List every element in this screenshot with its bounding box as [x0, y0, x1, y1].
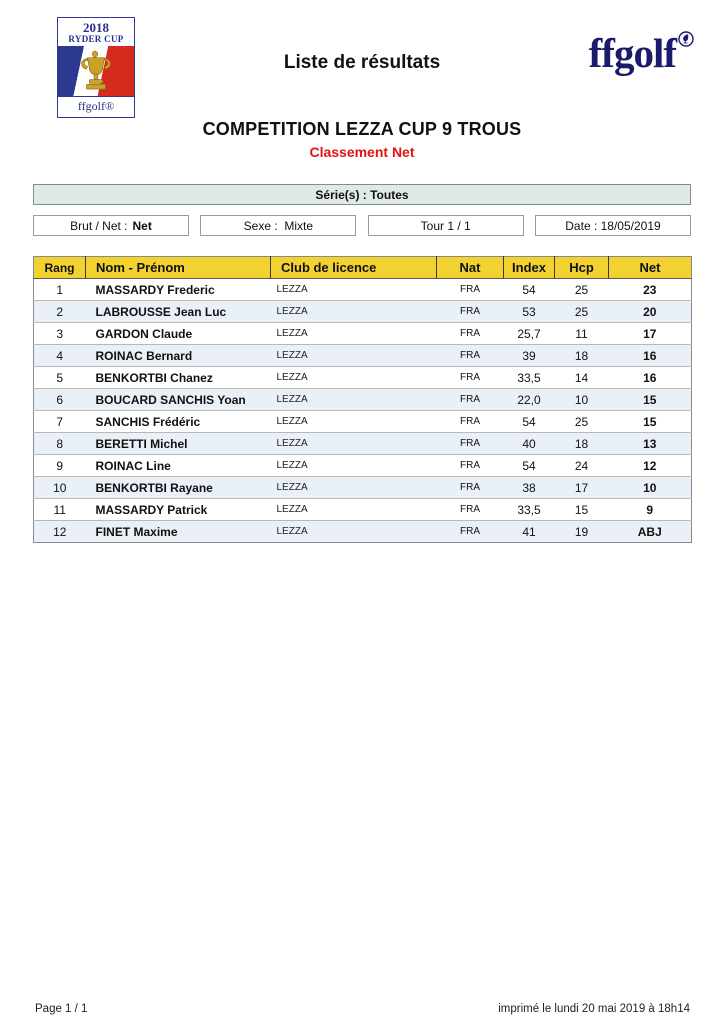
cell-net: 15 [609, 411, 692, 433]
footer-page-number: Page 1 / 1 [35, 1003, 88, 1015]
cell-nom: ROINAC Line [86, 455, 271, 477]
cell-hcp: 25 [555, 411, 609, 433]
filter-box [33, 215, 189, 236]
filters-row [33, 215, 691, 236]
column-header: Index [504, 257, 555, 279]
results-body [34, 279, 692, 543]
cell-nat: FRA [437, 499, 504, 521]
cell-club: LEZZA [271, 301, 437, 323]
column-header: Rang [34, 257, 86, 279]
cell-net: 10 [609, 477, 692, 499]
cell-club: LEZZA [271, 499, 437, 521]
cell-nat: FRA [437, 521, 504, 543]
table-row [34, 521, 692, 543]
cell-index: 39 [504, 345, 555, 367]
column-header: Hcp [555, 257, 609, 279]
cell-hcp: 17 [555, 477, 609, 499]
cell-index: 33,5 [504, 499, 555, 521]
cell-club: LEZZA [271, 455, 437, 477]
ryder-logo-brand: ffgolf® [58, 96, 134, 117]
competition-subtitle: Classement Net [309, 144, 415, 160]
column-header: Nom - Prénom [86, 257, 271, 279]
cell-nat: FRA [437, 411, 504, 433]
table-row [34, 367, 692, 389]
cell-nom: GARDON Claude [86, 323, 271, 345]
filter-value: Net [132, 218, 152, 233]
series-bar: Série(s) : Toutes [33, 184, 691, 205]
cell-club: LEZZA [271, 345, 437, 367]
cell-hcp: 19 [555, 521, 609, 543]
cell-rang: 7 [34, 411, 86, 433]
cell-nat: FRA [460, 284, 480, 295]
table-row [34, 433, 692, 455]
page-title: Liste de résultats [283, 52, 441, 73]
cell-index: 40 [504, 433, 555, 455]
cell-hcp: 25 [574, 282, 589, 297]
cell-nat: FRA [437, 367, 504, 389]
column-header: Nat [437, 257, 504, 279]
cell-net: 15 [609, 389, 692, 411]
cell-rang: 6 [34, 389, 86, 411]
table-row [34, 499, 692, 521]
cell-club: LEZZA [271, 433, 437, 455]
cell-index: 22,0 [504, 389, 555, 411]
ryder-logo-header [58, 18, 134, 44]
filter-label: Brut / Net : [70, 218, 128, 233]
filter-label: Sexe : Mixte [243, 218, 313, 233]
cell-nom: MASSARDY Patrick [86, 499, 271, 521]
column-header: Net [609, 257, 692, 279]
cell-hcp: 10 [555, 389, 609, 411]
cell-index: 25,7 [504, 323, 555, 345]
cell-club: LEZZA [271, 367, 437, 389]
table-row [34, 411, 692, 433]
cell-nom: LABROUSSE Jean Luc [86, 301, 271, 323]
table-row [34, 323, 692, 345]
cell-club: LEZZA [271, 521, 437, 543]
cell-club: LEZZA [271, 477, 437, 499]
cell-club: LEZZA [276, 284, 308, 295]
table-row [34, 477, 692, 499]
table-row [34, 345, 692, 367]
cell-hcp: 11 [555, 323, 609, 345]
cell-net: 16 [609, 345, 692, 367]
column-header: Club de licence [271, 257, 437, 279]
cell-net: 17 [609, 323, 692, 345]
cell-nat: FRA [437, 455, 504, 477]
filter-label: Tour 1 / 1 [420, 218, 471, 233]
cell-nat: FRA [437, 433, 504, 455]
cell-rang: 9 [34, 455, 86, 477]
cell-net: 16 [609, 367, 692, 389]
ffgolf-wordmark: ffgolf [588, 30, 676, 76]
cell-index: 54 [504, 455, 555, 477]
cell-net: 23 [643, 282, 657, 297]
cell-club: LEZZA [271, 323, 437, 345]
cell-nom: MASSARDY Frederic [95, 282, 215, 297]
cell-hcp: 18 [555, 433, 609, 455]
cell-nom: SANCHIS Frédéric [86, 411, 271, 433]
footer-print-timestamp: imprimé le lundi 20 mai 2019 à 18h14 [498, 1003, 690, 1015]
cell-nom: BOUCARD SANCHIS Yoan [86, 389, 271, 411]
ryder-logo-event: RYDER CUP [68, 33, 124, 44]
filter-box [535, 215, 691, 236]
cell-rang: 4 [34, 345, 86, 367]
filter-box [368, 215, 524, 236]
filter-label: Date : 18/05/2019 [565, 218, 661, 233]
ffgolf-logo [588, 30, 676, 76]
cell-index: 54 [522, 282, 536, 297]
table-row [34, 389, 692, 411]
cell-club: LEZZA [271, 411, 437, 433]
rooster-icon [678, 31, 694, 47]
cell-club: LEZZA [271, 389, 437, 411]
cell-nom: BENKORTBI Chanez [86, 367, 271, 389]
cell-index: 53 [504, 301, 555, 323]
cell-hcp: 24 [555, 455, 609, 477]
cell-index: 41 [504, 521, 555, 543]
cell-index: 54 [504, 411, 555, 433]
table-row [34, 301, 692, 323]
cell-rang: 8 [34, 433, 86, 455]
cell-nom: ROINAC Bernard [86, 345, 271, 367]
cell-net: ABJ [609, 521, 692, 543]
table-row [34, 455, 692, 477]
cell-hcp: 14 [555, 367, 609, 389]
cell-nat: FRA [437, 389, 504, 411]
filter-box [200, 215, 356, 236]
cell-rang: 5 [34, 367, 86, 389]
cell-nat: FRA [437, 301, 504, 323]
cell-nat: FRA [437, 477, 504, 499]
results-header-row [34, 257, 692, 279]
competition-title: COMPETITION LEZZA CUP 9 TROUS [202, 119, 522, 139]
cell-nom: BENKORTBI Rayane [86, 477, 271, 499]
cell-rang: 3 [34, 323, 86, 345]
cell-hcp: 25 [555, 301, 609, 323]
cell-hcp: 18 [555, 345, 609, 367]
cell-hcp: 15 [555, 499, 609, 521]
cell-nat: FRA [437, 345, 504, 367]
cell-nom: BERETTI Michel [86, 433, 271, 455]
cell-nat: FRA [437, 323, 504, 345]
cell-rang: 2 [34, 301, 86, 323]
cell-rang: 11 [34, 499, 86, 521]
cell-rang: 1 [56, 282, 64, 297]
table-row [34, 279, 692, 301]
cell-rang: 12 [34, 521, 86, 543]
cell-net: 20 [609, 301, 692, 323]
cell-net: 9 [609, 499, 692, 521]
cell-nom: FINET Maxime [86, 521, 271, 543]
cell-net: 13 [609, 433, 692, 455]
ryder-logo-year: 2018 [83, 20, 109, 35]
cell-rang: 10 [34, 477, 86, 499]
cell-index: 38 [504, 477, 555, 499]
results-table [33, 256, 692, 543]
cell-net: 12 [609, 455, 692, 477]
cell-index: 33,5 [504, 367, 555, 389]
